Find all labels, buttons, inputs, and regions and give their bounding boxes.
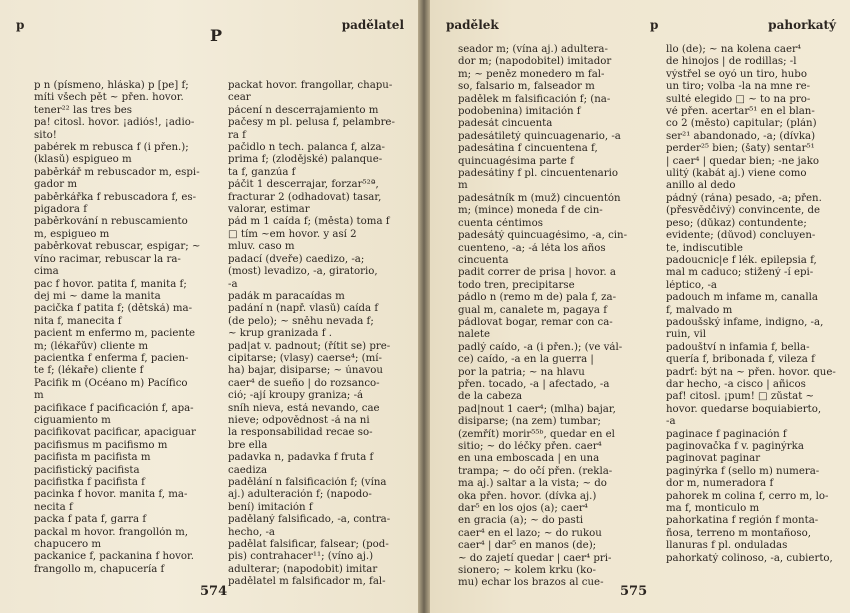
dictionary-line: seador m; (vína aj.) adultera- [458,44,608,55]
dictionary-line: padoucnic|e f lék. epilepsia f, [666,254,817,266]
dictionary-line: pacifikace f pacificación f, apa- [34,402,194,414]
dictionary-line: paf! citosl. ¡pum! □ zůstat ~ [666,391,815,403]
dictionary-line: padesátina f cincuentena f, [458,143,598,155]
dictionary-line: bení) imitación f [228,501,313,513]
dictionary-line: padlý caído, -a (i přen.); (ve vál- [458,341,623,353]
dictionary-line: podobenina) imitación f [458,106,581,118]
dictionary-line: quería f, bribonada f, vileza f [666,354,815,366]
dictionary-line: víno racimar, rebuscar la ra- [34,253,181,265]
dictionary-line: pácení n descerrajamiento m [228,104,379,116]
dictionary-line: ulitý (kabát aj.) viene como [666,168,807,180]
dictionary-line: mu) echar los brazos al cue- [458,577,604,589]
dictionary-line: cipitarse; (vlasy) caerse⁴; (mí- [228,352,382,364]
dictionary-line: pacinka f hovor. manita f, ma- [34,489,188,501]
dictionary-line: cima [34,266,59,278]
dictionary-line: f, malvado m [666,304,733,316]
dictionary-line: todo tren, precipitarse [458,279,575,291]
dictionary-line: pacifistický pacifista [34,464,140,476]
dictionary-line: dar⁵ en los ojos (a); caer⁴ [458,503,588,515]
dictionary-line: la responsabilidad recae so- [228,427,373,439]
dictionary-line: en una emboscada | en una [458,453,600,465]
dictionary-line: padělaný falsificado, -a, contra- [228,514,391,526]
dictionary-line: padák m paracaídas m [228,290,345,302]
dictionary-line: cuenteno, -a; -á léta los años [458,242,606,254]
dictionary-line: so, falsario m, falseador m [458,81,595,93]
dictionary-line: pad|at v. padnout; (řítit se) pre- [228,340,391,352]
dictionary-line: pacička f patita f; (dětská) ma- [34,303,193,315]
dictionary-line: sulté elegido □ ~ to na pro- [666,93,811,105]
dictionary-line: pádný (rána) pesado, -a; přen. [666,192,822,204]
dictionary-line: dor m; (napodobitel) imitador [458,56,612,68]
dictionary-line: sitio; ~ do léčky přen. caer⁴ [458,441,602,452]
dictionary-line: -a [228,278,238,290]
dictionary-line: fracturar 2 (odhadovat) tasar, [228,191,382,203]
dictionary-line: m [458,180,468,192]
dictionary-line: quincuagésima parte f [458,155,574,167]
dictionary-line: ce) caído, -a en la guerra | [458,354,594,366]
dictionary-line: disiparse; (na zem) tumbar; [458,416,601,428]
left-page-header [0,6,418,45]
dictionary-line: co 2 (město) capitular; (plán) [666,118,817,130]
dictionary-line: paginovačka f v. paginýrka [666,441,804,452]
dictionary-line: ció; -ají kroupy graniza; -á [228,390,364,402]
dictionary-line: caediza [228,464,268,476]
dictionary-line: padesátý quincuagésimo, -a, cin- [458,230,628,242]
dictionary-line: dej mi ~ dame la manita [34,290,161,302]
dictionary-line: trampa; ~ do očí přen. (rekla- [458,465,613,477]
dictionary-line: dar hecho, -a cisco | añicos [666,378,806,390]
dictionary-line: pacient m enfermo m, paciente [34,328,196,340]
right-running-head-last: pahorkatý [768,18,836,32]
dictionary-line: valorar, estimar [228,204,310,216]
dictionary-line: pádlo n (remo m de) pala f, za- [458,292,617,304]
left-page-number: 574 [200,584,228,599]
dictionary-line: cear [228,92,251,104]
dictionary-line: sníh nieva, está nevando, cae [228,402,380,414]
dictionary-line: dor m, numeradora f [666,478,774,490]
dictionary-line: ma f, monticulo m [666,503,760,515]
dictionary-line: tener²² las tres bes [34,104,133,116]
dictionary-line: padací (dveře) caedizo, -a; [228,253,365,265]
dictionary-line: paginace f paginación f [666,428,787,440]
dictionary-line: caer⁴ en el lazo; ~ do rukou [458,527,602,539]
dictionary-line: aj.) adulteración f; (napodo- [228,489,372,501]
dictionary-line: peso; (důkaz) contundente; [666,217,807,229]
dictionary-line: přen. tocado, -a | afectado, -a [458,378,610,390]
dictionary-line: (de pelo); ~ sněhu nevada f; [228,315,374,327]
dictionary-line: pacifismus m pacifismo m [34,439,168,451]
dictionary-line: ciguamiento m [34,414,111,426]
dictionary-line: evidente; (důvod) concluyen- [666,230,816,242]
dictionary-line: mluv. caso m [228,241,295,253]
dictionary-line: packa f pata f, garra f [34,514,147,526]
dictionary-line: llanuras f pl. onduladas [666,540,788,552]
dictionary-line: pacifista m pacifista m [34,452,151,464]
dictionary-line: m, espigueo m [34,228,110,240]
dictionary-line: nieve; odpovědnost -á na ni [228,414,370,426]
dictionary-line: pačidlo n tech. palanca f, alza- [228,142,385,154]
dictionary-line: Pacifik m (Océano m) Pacífico [34,377,188,389]
dictionary-line: ha) bajar, disiparse; ~ únavou [228,365,383,377]
dictionary-line: por la patria; ~ na hlavu [458,366,585,378]
dictionary-line: paběrkovat rebuscar, espigar; ~ [34,241,201,253]
dictionary-line: hovor. quedarse boquiabierto, [666,403,822,415]
dictionary-line: packal m hovor. frangollón m, [34,526,189,538]
dictionary-line: necita f [34,501,73,513]
letter-section-heading: P [210,26,223,45]
dictionary-line: padavka n, padavka f fruta f [228,452,374,464]
dictionary-line: (zemřít) morir⁵⁵ᵇ, quedar en el [458,428,615,440]
left-page [0,0,418,613]
dictionary-line: padělek m falsificación f; (na- [458,93,611,105]
dictionary-line: nita f, manecita f [34,315,122,327]
left-column-1 [34,80,230,576]
dictionary-line: pabérek m rebusca f (i přen.); [34,142,189,154]
dictionary-line: te, indiscutible [666,242,743,254]
dictionary-line: pad|nout 1 caer⁴; (mlha) bajar, [458,403,616,415]
dictionary-line: llo (de); ~ na kolena caer⁴ [666,44,801,55]
dictionary-line: padesátiletý quincuagenario, -a [458,130,621,142]
dictionary-line: padouch m infame m, canalla [666,292,818,304]
right-running-head-letter: p [650,18,659,32]
dictionary-line: pac f hovor. patita f, manita f; [34,278,187,290]
dictionary-line: paběrkář m rebuscador m, espi- [34,166,200,178]
left-running-head-word: padělatel [341,18,404,32]
dictionary-line: ñosa, terreno m montañoso, [666,527,812,539]
right-page [430,0,850,613]
dictionary-line: pigadora f [34,204,87,216]
dictionary-line: pacifikovat pacificar, apaciguar [34,427,196,439]
dictionary-line: prima f; (zlodějské) palanque- [228,154,383,166]
dictionary-line: padesát cincuenta [458,118,553,130]
dictionary-line: m; (mince) moneda f de cin- [458,205,603,217]
dictionary-line: pacientka f enferma f, pacien- [34,352,189,364]
left-running-head-letter: p [16,18,25,32]
dictionary-line: (klasů) espigueo m [34,154,132,166]
dictionary-line: pádlovat bogar, remar con ca- [458,316,613,328]
dictionary-line: un tiro; volba -la na mne re- [666,81,811,93]
dictionary-line: ma aj.) saltar a la vista; ~ do [458,478,607,490]
dictionary-line: páčit 1 descerrajar, forzar⁵²ª, [228,179,379,191]
dictionary-line: cuenta céntimos [458,217,543,229]
right-column-2 [666,44,842,565]
dictionary-line: de hinojos | de rodillas; -l [666,56,797,68]
dictionary-line: caer⁴ de sueño | do rozsanco- [228,377,380,389]
dictionary-line: paběrkování n rebuscamiento [34,216,188,228]
dictionary-line: chapucero m [34,539,102,551]
dictionary-line: paběrkářka f rebuscadora f, es- [34,191,197,203]
dictionary-line: mal m caduco; stižený -í epi- [666,267,814,279]
dictionary-line: padrť: být na ~ přen. hovor. que- [666,366,836,378]
dictionary-line: -a [666,416,676,428]
dictionary-line: | caer⁴ | quedar bien; -ne jako [666,155,820,167]
dictionary-line: padání n (např. vlasů) caída f [228,303,379,315]
book-spine [418,0,430,613]
dictionary-line: sito! [34,129,57,141]
dictionary-line: pahorkatý colinoso, -a, cubierto, [666,552,833,564]
dictionary-line: ser²¹ abandonado, -a; (dívka) [666,130,816,142]
dictionary-line: (most) levadizo, -a, giratorio, [228,266,378,278]
dictionary-line: m [34,390,44,402]
dictionary-line: pahorek m colina f, cerro m, lo- [666,490,829,502]
dictionary-line: (přesvědčivý) convincente, de [666,205,821,217]
right-running-head-word: padělek [446,18,499,32]
dictionary-line: vé přen. acertar⁵¹ en el blan- [666,106,815,118]
dictionary-line: padesátník m (muž) cincuentón [458,192,621,204]
dictionary-line: adulterar; (napodobit) imitar [228,563,378,575]
dictionary-line: padělat falsificar, falsear; (pod- [228,539,389,551]
dictionary-line: m; ~ peněz monedero m fal- [458,68,605,80]
dictionary-line: caer⁴ | dar⁵ en manos (de); [458,540,597,552]
dictionary-line: packat hovor. frangollar, chapu- [228,80,393,91]
right-column-1 [458,44,658,590]
dictionary-line: ra f [228,129,246,141]
dictionary-line: padesátiny f pl. cincuentenario [458,168,619,180]
dictionary-line: packanice f, packanina f hovor. [34,551,195,563]
dictionary-line: padoušský infame, indigno, -a, [666,316,824,328]
dictionary-line: ruin, vil [666,329,706,341]
dictionary-line: hecho, -a [228,526,275,538]
dictionary-line: pis) contrahacer¹¹; (víno aj.) [228,551,374,563]
dictionary-line: ta f, ganzúa f [228,166,296,178]
dictionary-line: frangollo m, chapucería f [34,563,165,575]
dictionary-line: výstřel se oyó un tiro, hubo [666,68,807,80]
dictionary-line: pačesy m pl. pelusa f, pelambre- [228,117,395,129]
dictionary-line: te f; (lékaře) cliente f [34,365,144,377]
dictionary-line: □ tím ~em hovor. y así 2 [228,228,357,240]
dictionary-line: pád m 1 caída f; (města) toma f [228,216,390,228]
dictionary-line: paginovat paginar [666,453,761,465]
dictionary-line: cincuenta [458,254,509,266]
dictionary-line: míti všech pět ~ přen. hovor. [34,92,184,104]
dictionary-line: de la cabeza [458,391,523,403]
dictionary-line: nalete [458,329,491,341]
dictionary-line: ~ krup granizada f . [228,328,332,340]
right-page-header [430,6,850,32]
dictionary-line: gador m [34,179,78,191]
dictionary-line: perder²⁵ bien; (šaty) sentar⁵¹ [666,143,815,155]
dictionary-line: p n (písmeno, hláska) p [pe] f; [34,80,189,91]
right-page-number: 575 [620,584,648,599]
dictionary-line: padělání n falsificación f; (vína [228,477,387,488]
dictionary-line: gual m, canalete m, pagaya f [458,304,608,316]
dictionary-line: paginýrka f (sello m) numera- [666,465,820,477]
dictionary-line: padit correr de prisa | hovor. a [458,267,616,279]
dictionary-line: en gracia (a); ~ do pasti [458,515,584,527]
dictionary-line: pacifistka f pacifista f [34,477,145,488]
dictionary-line: m; (lékařův) cliente m [34,340,149,352]
dictionary-line: pa! citosl. hovor. ¡adiós!, ¡adio- [34,117,195,129]
dictionary-line: pahorkatina f región f monta- [666,515,819,527]
dictionary-line: anillo al dedo [666,180,736,192]
dictionary-line: padouštví n infamia f, bella- [666,341,810,353]
dictionary-line: padělatel m falsificador m, fal- [228,576,386,588]
dictionary-line: léptico, -a [666,279,717,291]
dictionary-line: sionero; ~ kolem krku (ko- [458,565,596,577]
dictionary-line: oka přen. hovor. (dívka aj.) [458,490,597,502]
dictionary-line: ~ do zajetí quedar | caer⁴ pri- [458,552,612,564]
left-column-2 [228,80,410,589]
dictionary-line: bre ella [228,439,268,451]
